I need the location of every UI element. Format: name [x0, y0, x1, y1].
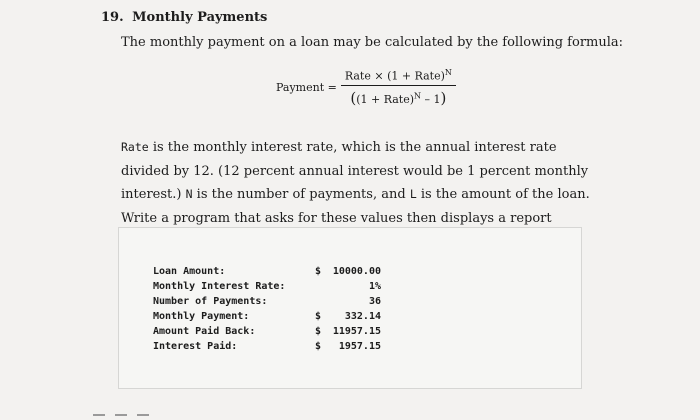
code-rate: Rate — [121, 140, 149, 154]
exercise-title: Monthly Payments — [132, 10, 268, 25]
formula-numerator: Rate × (1 + Rate)$^N$ — [341, 68, 456, 86]
code-l: L — [409, 187, 417, 201]
code-n: N — [185, 187, 193, 201]
report-row: Monthly Payment: $ 332.14 — [153, 311, 381, 322]
formula-denominator: ((1 + Rate)$^N$ – 1) — [350, 88, 447, 107]
report-row: Monthly Interest Rate: 1% — [153, 281, 381, 292]
exercise-number: 19. — [101, 10, 124, 25]
report-row: Loan Amount: $ 10000.00 — [153, 266, 381, 277]
formula-lhs: Payment = — [276, 80, 337, 94]
report-row: Number of Payments: 36 — [153, 296, 381, 307]
page-edge-marks — [93, 401, 159, 420]
formula-fraction — [341, 68, 456, 107]
intro-text: The monthly payment on a loan may be calculated by the following formula: — [121, 35, 624, 50]
report-table — [153, 264, 381, 354]
report-row: Amount Paid Back: $ 11957.15 — [153, 326, 381, 337]
sample-report-box — [118, 227, 582, 389]
report-row: Interest Paid: $ 1957.15 — [153, 341, 381, 352]
exercise-heading — [101, 10, 267, 25]
instructions-paragraph: Rate is the monthly interest rate, which is the annual interest rate divided by 12. (12 percent annual interest would be 1 percent monthly interest.) N is the number of payments, and L is the amount of the loan. Write a program that asks for these values then displays a report — [121, 140, 590, 226]
payment-formula — [276, 68, 456, 107]
